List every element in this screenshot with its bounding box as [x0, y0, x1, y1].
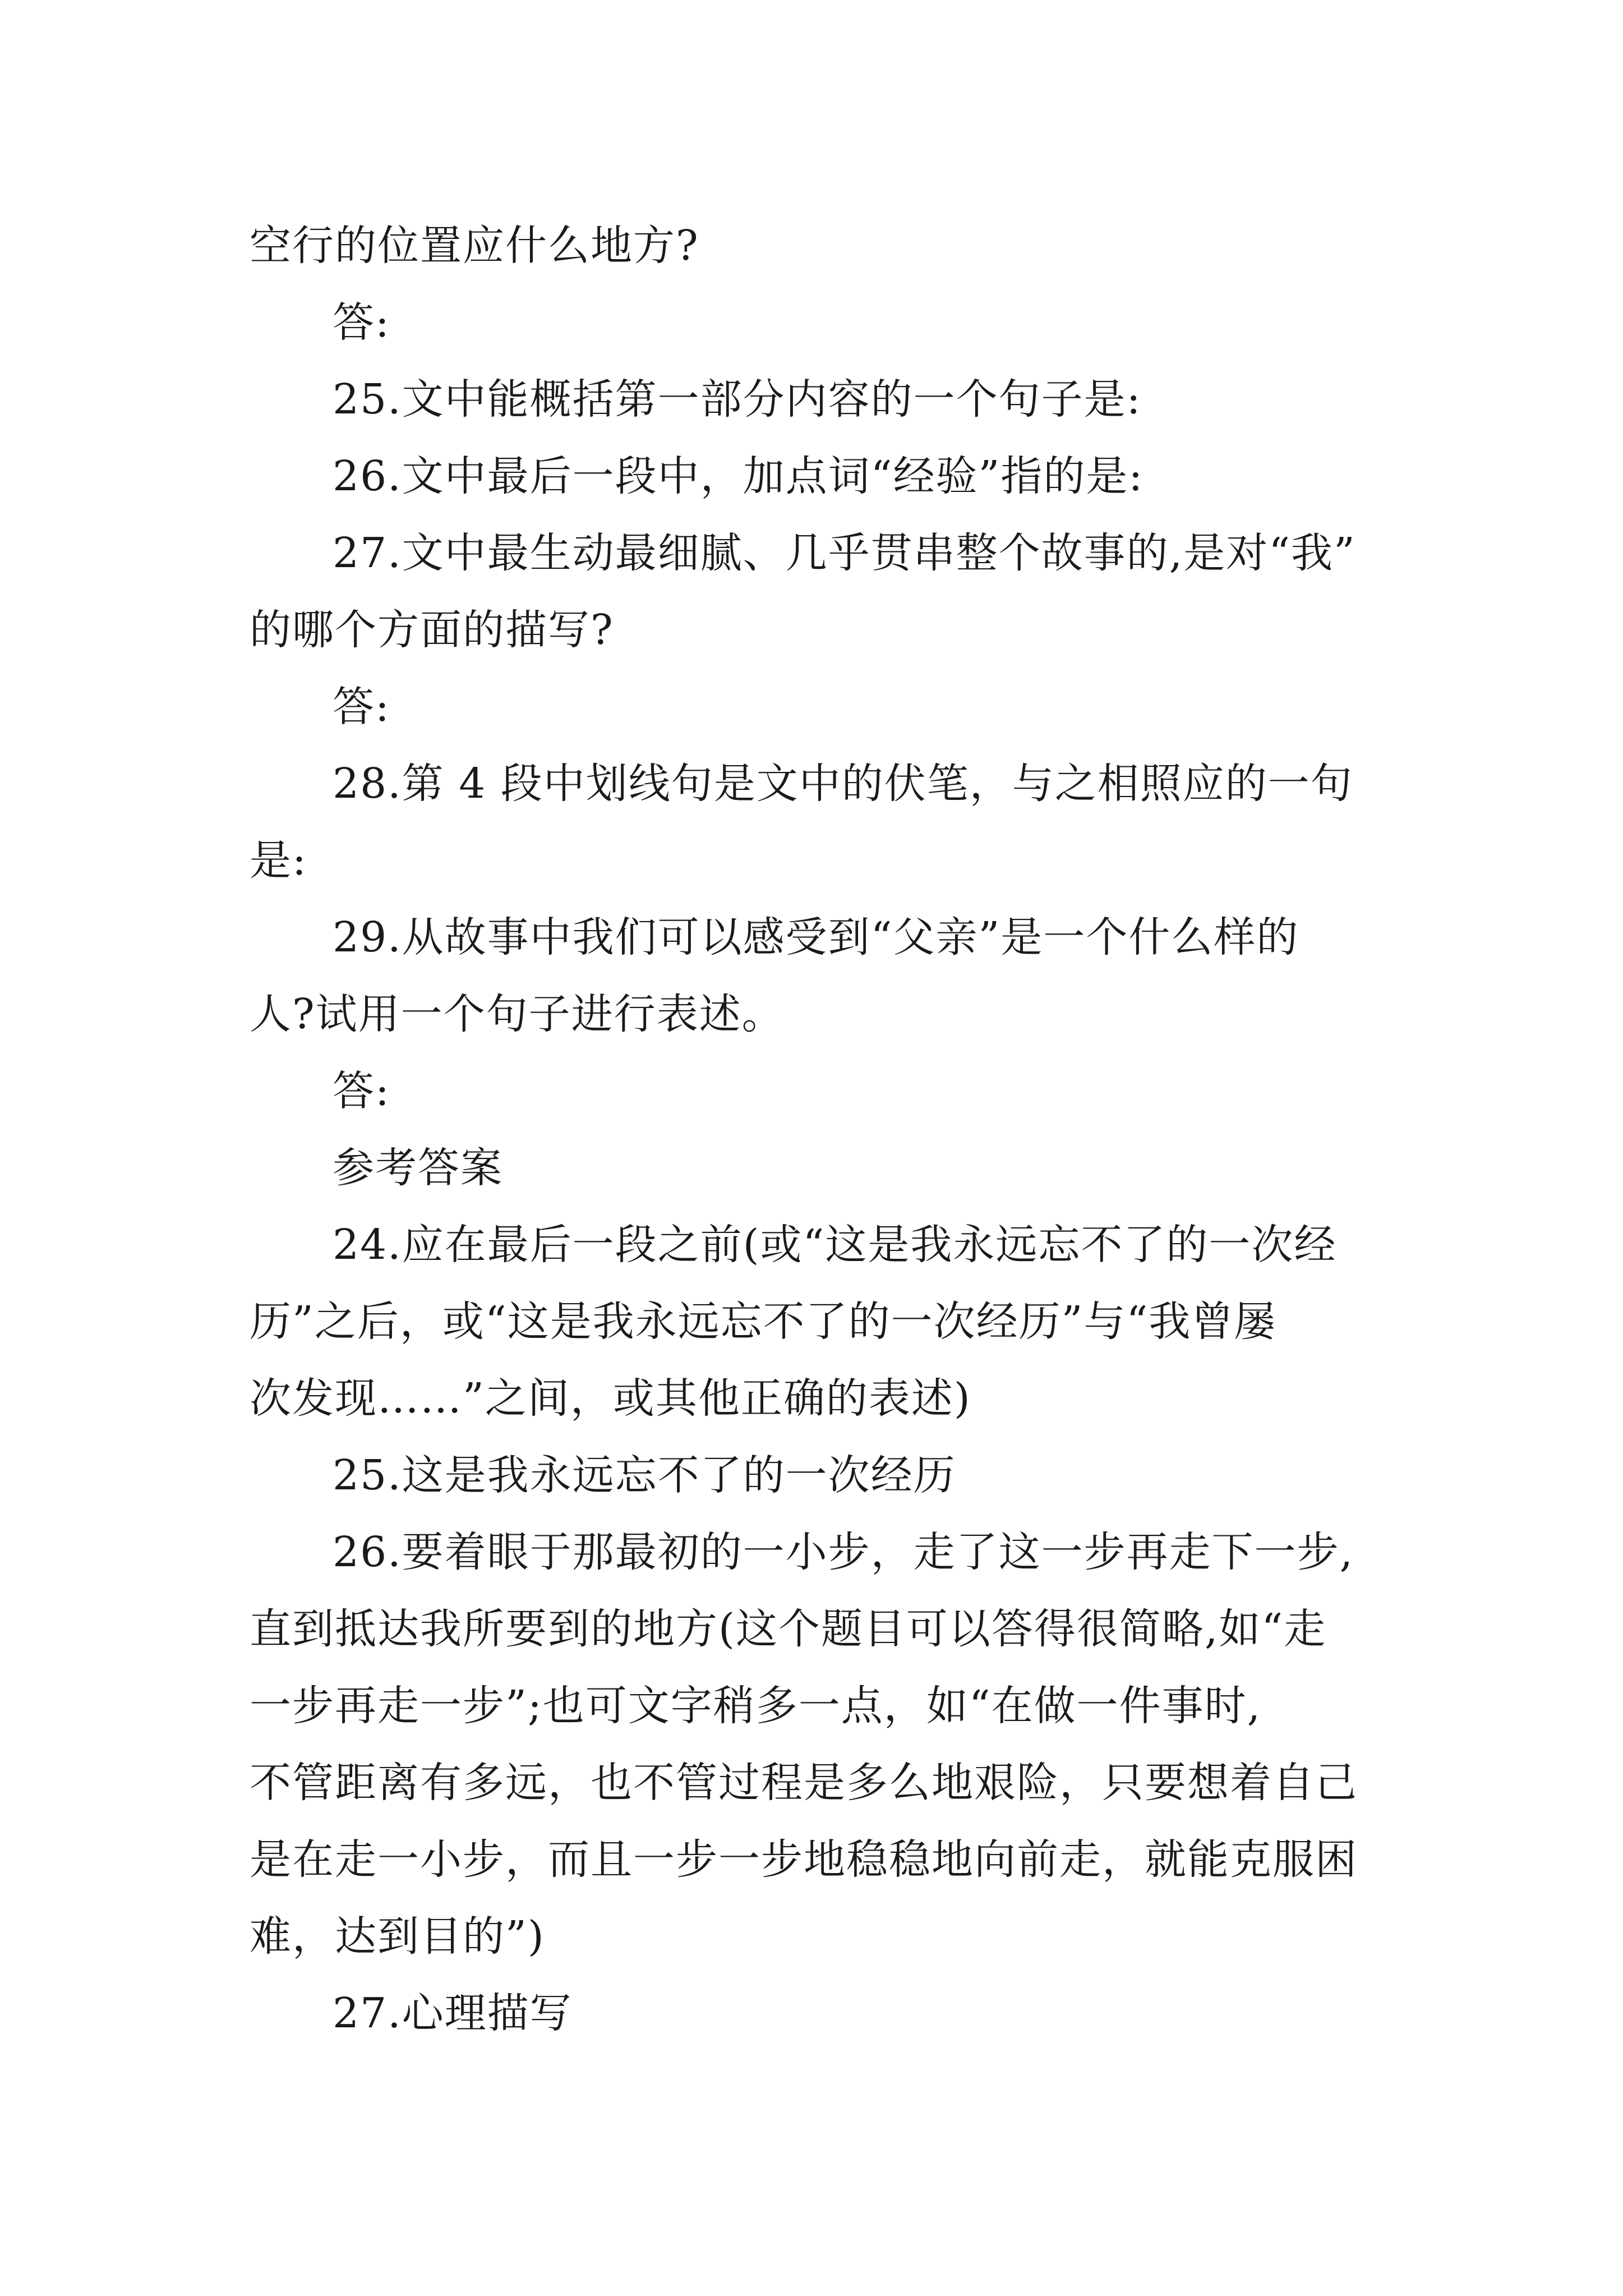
answer-label: 答:: [333, 1067, 390, 1115]
question-28-continued: 是:: [250, 836, 307, 885]
question-27-continued: 的哪个方面的描写?: [250, 606, 614, 654]
answer-26-continued: 直到抵达我所要到的地方(这个题目可以答得很简略,如“走: [250, 1605, 1327, 1653]
answer-27: 27.心理描写: [333, 1989, 573, 2037]
answer-26-continued: 不管距离有多远，也不管过程是多么地艰险，只要想着自己: [250, 1759, 1358, 1807]
question-29-continued: 人?试用一个句子进行表述。: [250, 990, 785, 1038]
answer-24: 24.应在最后一段之前(或“这是我永远忘不了的一次经: [333, 1221, 1337, 1269]
answer-26: 26.要着眼于那最初的一小步，走了这一步再走下一步,: [333, 1528, 1354, 1576]
answer-25: 25.这是我永远忘不了的一次经历: [333, 1451, 956, 1499]
answer-24-continued: 次发现……”之间，或其他正确的表述): [250, 1374, 971, 1423]
question-29: 29.从故事中我们可以感受到“父亲”是一个什么样的: [333, 913, 1299, 961]
question-26: 26.文中最后一段中，加点词“经验”指的是:: [333, 452, 1144, 500]
text-line: 空行的位置应什么地方?: [250, 222, 699, 270]
reference-answers-heading: 参考答案: [333, 1144, 503, 1192]
answer-label: 答:: [333, 298, 390, 347]
answer-label: 答:: [333, 683, 390, 731]
question-27: 27.文中最生动最细腻、几乎贯串整个故事的,是对“我”: [333, 529, 1356, 577]
question-25: 25.文中能概括第一部分内容的一个句子是:: [333, 375, 1142, 424]
question-28: 28.第 4 段中划线句是文中的伏笔，与之相照应的一句: [333, 760, 1353, 808]
answer-24-continued: 历”之后，或“这是我永远忘不了的一次经历”与“我曾屡: [250, 1297, 1277, 1346]
answer-26-continued: 是在走一小步，而且一步一步地稳稳地向前走，就能克服困: [250, 1835, 1358, 1884]
answer-26-continued: 一步再走一步”;也可文字稍多一点，如“在做一件事时,: [250, 1682, 1262, 1730]
answer-26-continued: 难，达到目的”): [250, 1912, 545, 1961]
document-page: [250, 208, 1382, 2052]
